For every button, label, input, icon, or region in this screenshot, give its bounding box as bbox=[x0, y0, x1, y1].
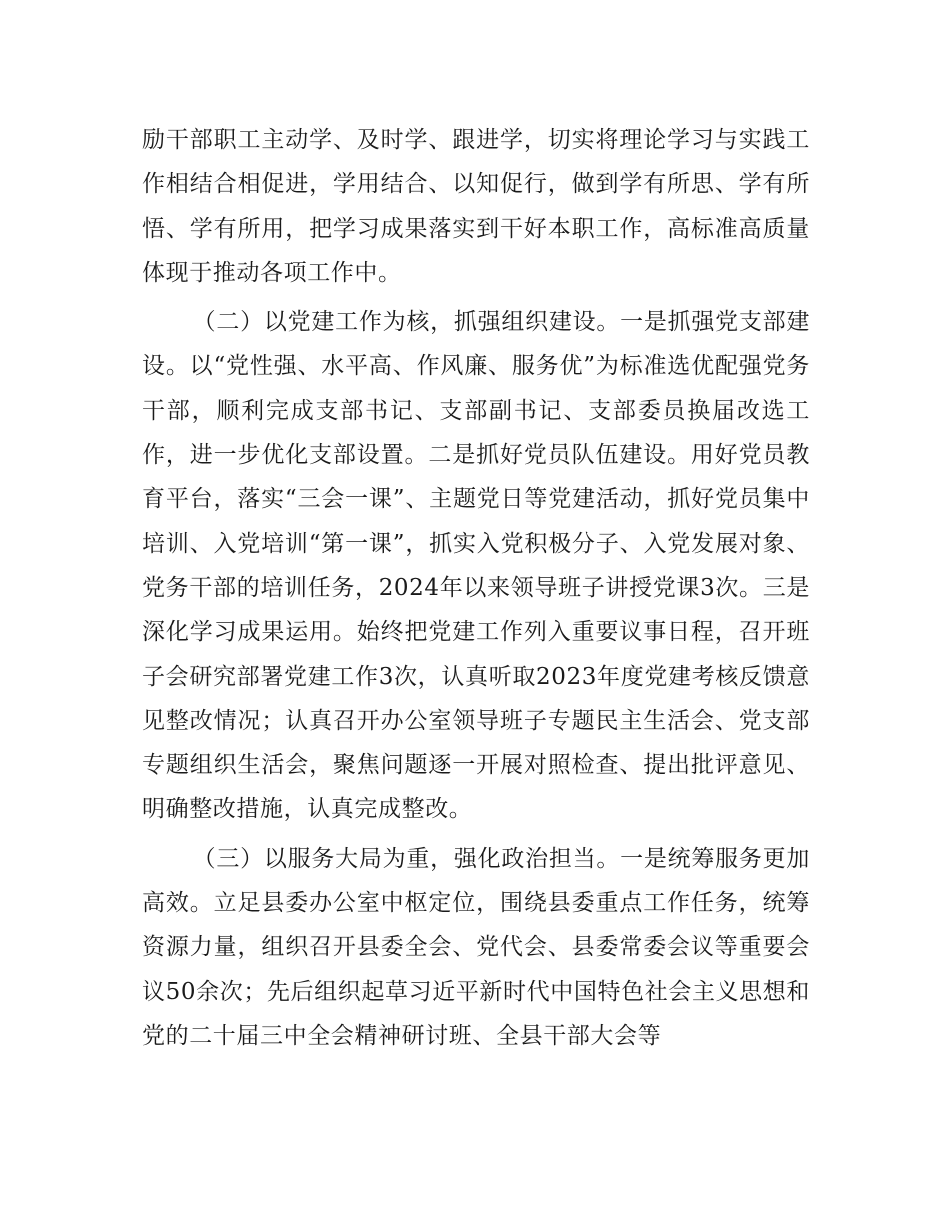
paragraph-section-three: （三）以服务大局为重，强化政治担当。一是统筹服务更加高效。立足县委办公室中枢定位，围绕县委重点工作任务，统筹资源力量，组织召开县委全会、党代会、县委常委会议等重要会议50余次；先后组织起草习近平新时代中国特色社会主义思想和党的二十届三中全会精神研讨班、全县干部大会等 bbox=[142, 845, 810, 1049]
document-body bbox=[142, 118, 810, 1058]
paragraph-continuation: 励干部职工主动学、及时学、跟进学，切实将理论学习与实践工作相结合相促进，学用结合、以知促行，做到学有所思、学有所悟、学有所用，把学习成果落实到干好本职工作，高标准高质量体现于推动各项工作中。 bbox=[142, 127, 810, 286]
paragraph-section-two: （二）以党建工作为核，抓强组织建设。一是抓强党支部建设。以“党性强、水平高、作风廉、服务优”为标准选优配强党务干部，顺利完成支部书记、支部副书记、支部委员换届改选工作，进一步优化支部设置。二是抓好党员队伍建设。用好党员教育平台，落实“三会一课”、主题党日等党建活动，抓好党员集中培训、入党培训“第一课”，抓实入党积极分子、入党发展对象、党务干部的培训任务，2024年以来领导班子讲授党课3次。三是深化学习成果运用。始终把党建工作列入重要议事日程，召开班子会研究部署党建工作3次，认真听取2023年度党建考核反馈意见整改情况；认真召开办公室领导班子专题民主生活会、党支部专题组织生活会，聚焦问题逐一开展对照检查、提出批评意见、明确整改措施，认真完成整改。 bbox=[142, 309, 810, 823]
